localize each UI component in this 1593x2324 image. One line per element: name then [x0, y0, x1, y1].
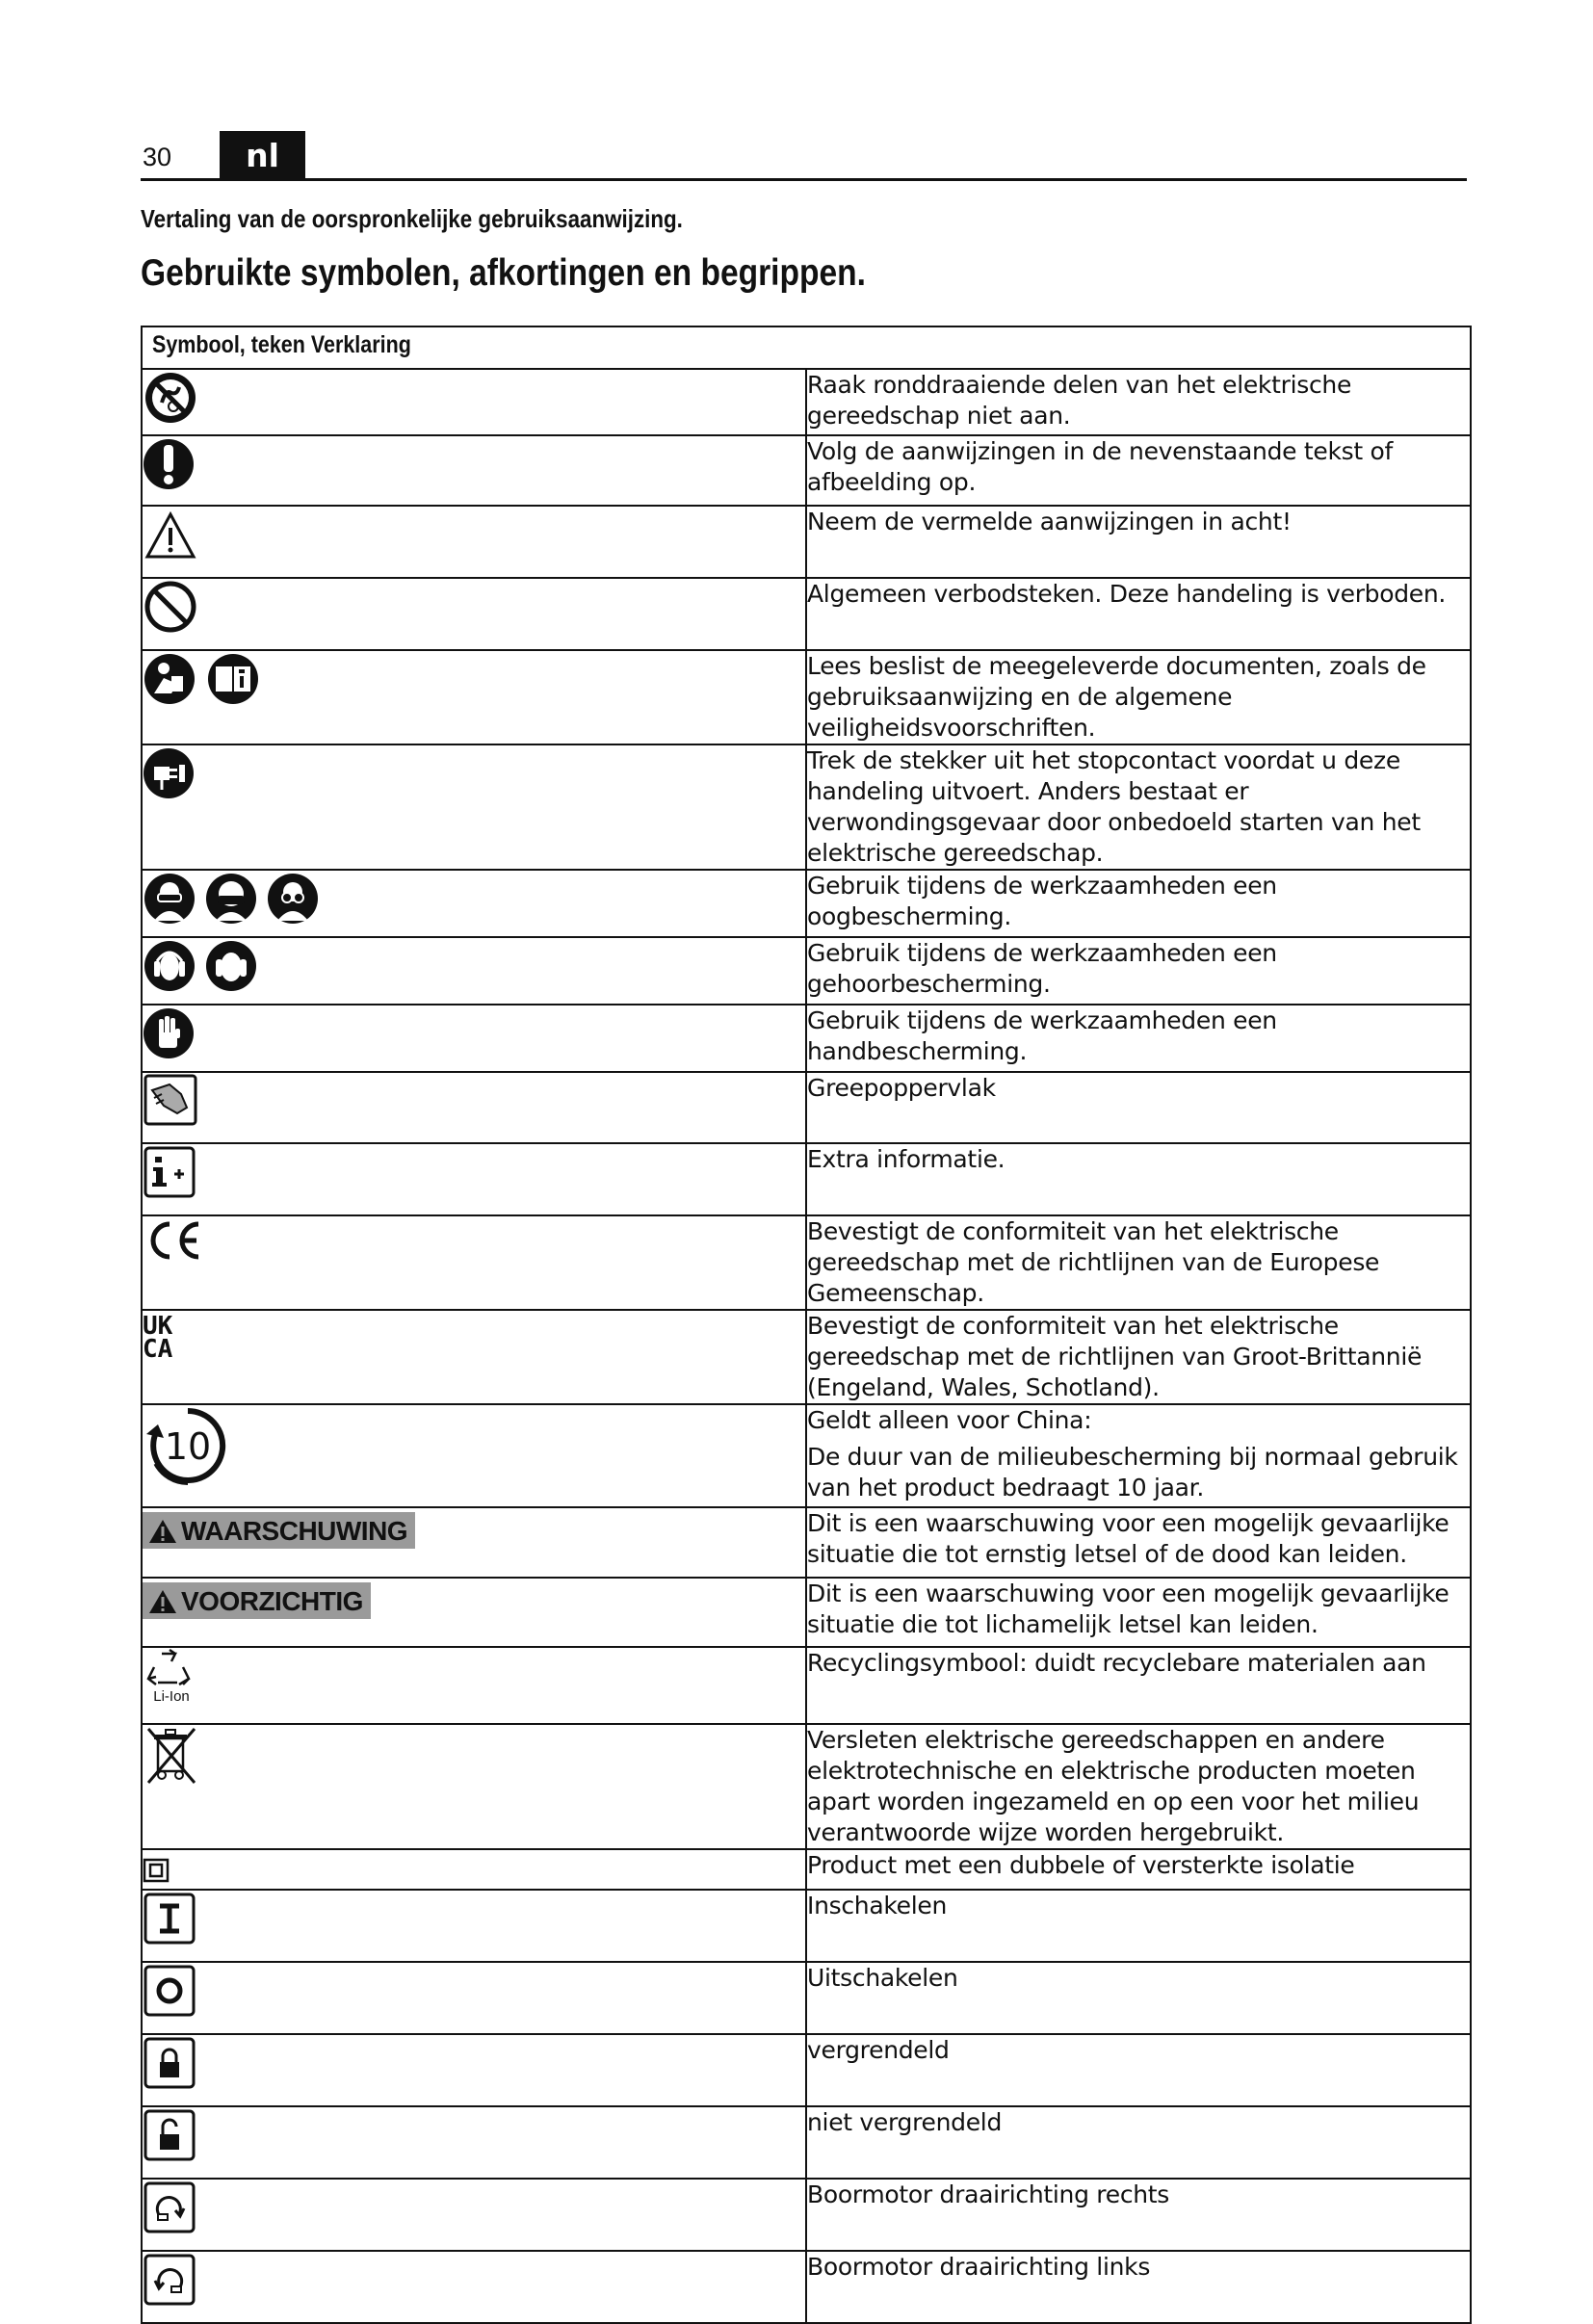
table-row: [142, 435, 1471, 506]
description-cell: Neem de vermelde aanwijzingen in acht!: [806, 506, 1471, 578]
symbol-cell: [142, 506, 806, 578]
table-row: [142, 1072, 1471, 1143]
symbol-cell: [142, 1310, 806, 1404]
description-cell: Versleten elektrische gereedschappen en andere elektrotechnische en elektrische producten moeten apart worden ingezameld en op een voor het milieu verantwoorde wijze worden hergebruikt.: [806, 1724, 1471, 1849]
symbol-cell: [142, 1215, 806, 1310]
unplug-icon: [143, 745, 195, 801]
table-row: [142, 578, 1471, 650]
header-rule: [141, 178, 1467, 181]
symbol-cell: [142, 1647, 806, 1724]
description-cell: Product met een dubbele of versterkte isolatie: [806, 1849, 1471, 1890]
eye-protection-icon: [143, 871, 322, 927]
rotation-left-icon: [143, 2252, 196, 2308]
table-row: [142, 2034, 1471, 2106]
table-row: [142, 2106, 1471, 2179]
symbol-cell: [142, 2034, 806, 2106]
description-cell: Uitschakelen: [806, 1962, 1471, 2034]
description-cell: Dit is een waarschuwing voor een mogelijk gevaarlijke situatie die tot lichamelijk letsel kan leiden.: [806, 1578, 1471, 1647]
description-cell: Bevestigt de conformiteit van het elektrische gereedschap met de richtlijnen van de Europese Gemeenschap.: [806, 1215, 1471, 1310]
symbol-cell: [142, 2251, 806, 2323]
symbol-cell: [142, 870, 806, 937]
table-row: [142, 1310, 1471, 1404]
table-row: [142, 744, 1471, 870]
description-cell: Bevestigt de conformiteit van het elektrische gereedschap met de richtlijnen van Groot-Brittannië (Engeland, Wales, Schotland).: [806, 1310, 1471, 1404]
language-badge: nl: [220, 131, 305, 178]
symbol-cell: [142, 1507, 806, 1578]
description-cell: Algemeen verbodsteken. Deze handeling is verboden.: [806, 578, 1471, 650]
mandatory-exclamation-icon: [143, 436, 195, 492]
page-title: Gebruikte symbolen, afkortingen en begrippen.: [141, 252, 866, 294]
symbol-cell: [142, 937, 806, 1005]
symbol-cell: [142, 369, 806, 435]
table-row: [142, 1215, 1471, 1310]
prohibition-icon: [143, 579, 198, 635]
no-touch-rotating-parts-icon: [143, 370, 198, 426]
description-cell: Inschakelen: [806, 1890, 1471, 1962]
table-row: [142, 1578, 1471, 1647]
description-cell: Volg de aanwijzingen in de nevenstaande tekst of afbeelding op.: [806, 435, 1471, 506]
symbol-cell: [142, 1849, 806, 1890]
table-row: [142, 369, 1471, 435]
symbol-cell: [142, 2106, 806, 2179]
description-cell: Trek de stekker uit het stopcontact voordat u deze handeling uitvoert. Anders bestaat er verwondingsgevaar door onbedoeld starten van het elektrische gereedschap.: [806, 744, 1471, 870]
table-row: [142, 1849, 1471, 1890]
china-10-years-icon: [143, 1405, 233, 1488]
hand-protection-icon: [143, 1005, 195, 1061]
page-header: [141, 131, 1467, 181]
table-row: [142, 1507, 1471, 1578]
rotation-right-icon: [143, 2180, 196, 2235]
read-manual-icon: [143, 651, 266, 707]
description-cell: Lees beslist de meegeleverde documenten, zoals de gebruiksaanwijzing en de algemene veiligheidsvoorschriften.: [806, 650, 1471, 744]
description-cell: Gebruik tijdens de werkzaamheden een handbescherming.: [806, 1005, 1471, 1072]
table-row: [142, 1724, 1471, 1849]
description-cell: vergrendeld: [806, 2034, 1471, 2106]
symbol-cell: [142, 2179, 806, 2251]
description-cell: Recyclingsymbool: duidt recyclebare materialen aan: [806, 1647, 1471, 1724]
ear-protection-icon: [143, 938, 260, 994]
description-cell: Raak ronddraaiende delen van het elektrische gereedschap niet aan.: [806, 369, 1471, 435]
table-row: [142, 650, 1471, 744]
symbol-cell: [142, 1890, 806, 1962]
table-row: [142, 2251, 1471, 2323]
caution-label-icon: VOORZICHTIG: [143, 1582, 371, 1619]
warning-label-icon: WAARSCHUWING: [143, 1512, 415, 1549]
locked-icon: [143, 2035, 196, 2091]
table-row: [142, 1005, 1471, 1072]
table-row: [142, 1890, 1471, 1962]
table-row: [142, 870, 1471, 937]
double-insulation-icon: [143, 1858, 170, 1883]
switch-on-icon: [143, 1891, 196, 1946]
symbol-cell: [142, 1962, 806, 2034]
table-row: [142, 1647, 1471, 1724]
crossed-out-bin-icon: [143, 1725, 200, 1787]
description-cell: Boormotor draairichting rechts: [806, 2179, 1471, 2251]
table-row: [142, 506, 1471, 578]
table-header: Symbool, teken Verklaring: [142, 326, 1471, 369]
table-row: [142, 1404, 1471, 1507]
description-cell: Greepoppervlak: [806, 1072, 1471, 1143]
recycling-li-ion-icon: Li-Ion: [143, 1648, 200, 1705]
symbol-cell: [142, 744, 806, 870]
symbols-table: [141, 326, 1472, 2324]
table-row: [142, 2179, 1471, 2251]
svg-text:10: 10: [164, 1425, 212, 1468]
symbol-cell: [142, 1143, 806, 1215]
ukca-mark-icon: UK CA: [143, 1312, 173, 1364]
description-cell: Gebruik tijdens de werkzaamheden een oogbescherming.: [806, 870, 1471, 937]
description-cell: Boormotor draairichting links: [806, 2251, 1471, 2323]
description-cell: Dit is een waarschuwing voor een mogelijk gevaarlijke situatie die tot ernstig letsel of de dood kan leiden.: [806, 1507, 1471, 1578]
description-cell: Gebruik tijdens de werkzaamheden een gehoorbescherming.: [806, 937, 1471, 1005]
symbol-cell: [142, 1005, 806, 1072]
table-row: [142, 1962, 1471, 2034]
extra-info-icon: [143, 1144, 198, 1200]
switch-off-icon: [143, 1963, 196, 2019]
table-row: [142, 1143, 1471, 1215]
symbol-cell: [142, 1578, 806, 1647]
symbol-cell: [142, 578, 806, 650]
symbol-cell: [142, 435, 806, 506]
table-header-row: [142, 326, 1471, 369]
description-cell: niet vergrendeld: [806, 2106, 1471, 2179]
description-cell: Geldt alleen voor China: De duur van de milieubescherming bij normaal gebruik van het product bedraagt 10 jaar.: [806, 1404, 1471, 1507]
description-cell: Extra informatie.: [806, 1143, 1471, 1215]
grip-surface-icon: [143, 1073, 198, 1127]
symbol-cell: [142, 1072, 806, 1143]
unlocked-icon: [143, 2107, 196, 2163]
document-subtitle: Vertaling van de oorspronkelijke gebruiksaanwijzing.: [141, 204, 683, 233]
symbol-cell: [142, 650, 806, 744]
symbol-cell: [142, 1724, 806, 1849]
page-number: 30: [143, 143, 172, 171]
table-row: [142, 937, 1471, 1005]
ce-mark-icon: [143, 1216, 204, 1265]
symbol-cell: [142, 1404, 806, 1507]
warning-triangle-icon: [143, 507, 198, 562]
